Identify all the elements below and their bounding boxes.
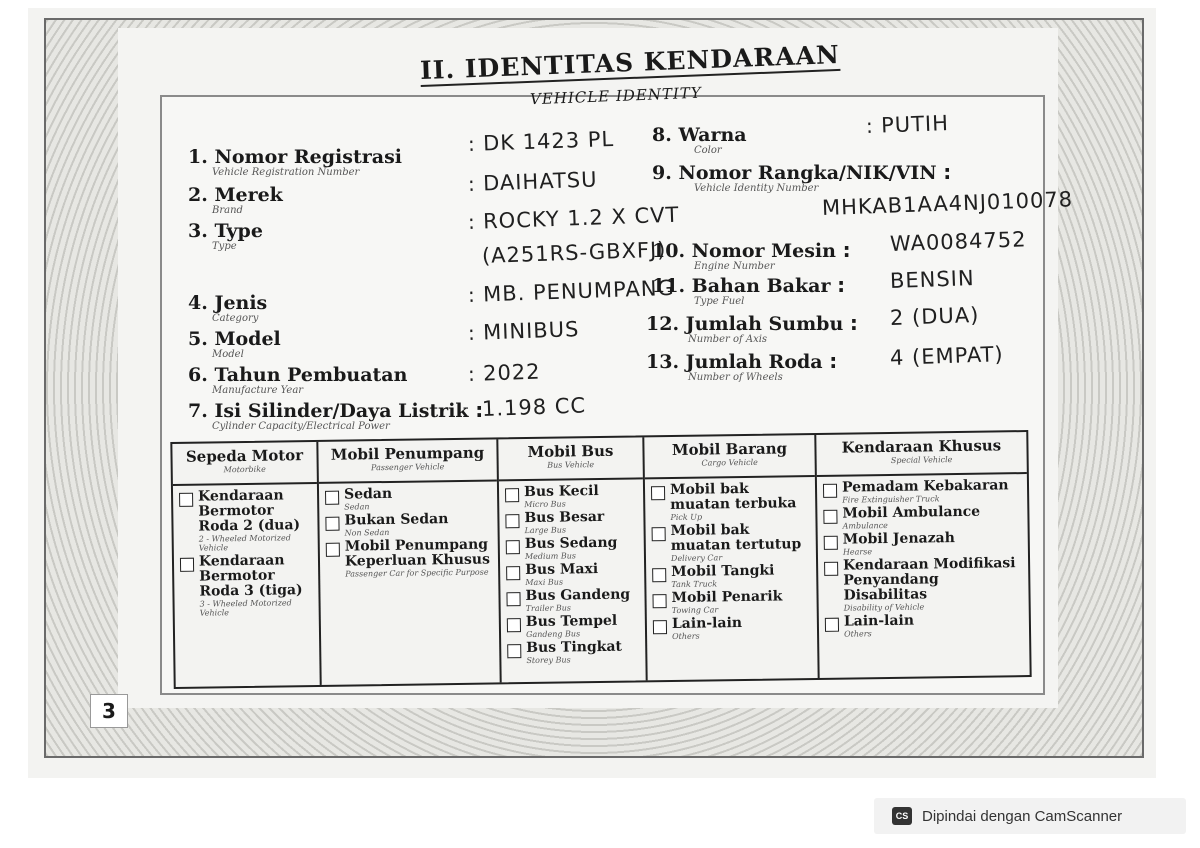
category-option[interactable]: Lain-lain Others	[653, 615, 811, 641]
field-manufacture-year: 6. Tahun Pembuatan Manufacture Year	[188, 364, 408, 396]
field-registration-number: 1. Nomor Registrasi Vehicle Registration Number	[188, 146, 402, 178]
field-cylinder-capacity: 7. Isi Silinder/Daya Listrik : Cylinder Capacity/Electrical Power	[188, 398, 484, 432]
checkbox[interactable]	[506, 592, 520, 606]
category-option[interactable]: Pemadam Kebakaran Fire Extinguisher Truck	[823, 478, 1021, 505]
checkbox[interactable]	[179, 493, 193, 507]
checkbox[interactable]	[824, 562, 838, 576]
category-option[interactable]: Mobil Ambulance Ambulance	[823, 504, 1021, 531]
checkbox[interactable]	[326, 543, 340, 557]
category-option[interactable]: Mobil Penarik Towing Car	[652, 589, 810, 615]
value-brand: : DAIHATSU	[467, 167, 598, 196]
field-brand: 2. Merek Brand	[188, 184, 283, 216]
value-number-of-wheels: 4 (EMPAT)	[889, 342, 1005, 370]
checkbox[interactable]	[825, 618, 839, 632]
value-cylinder-capacity: 1.198 CC	[481, 393, 587, 421]
category-option[interactable]: Mobil bak muatan tertutup Delivery Car	[652, 522, 811, 563]
checkbox[interactable]	[506, 540, 520, 554]
category-option[interactable]: Bus Tempel Gandeng Bus	[507, 613, 639, 639]
category-option[interactable]: Lain-lain Others	[825, 612, 1023, 639]
category-option[interactable]: Bus Tingkat Storey Bus	[507, 639, 639, 665]
category-option[interactable]: Bus Kecil Micro Bus	[505, 483, 637, 509]
checkbox[interactable]	[653, 620, 667, 634]
category-option[interactable]: Bus Maxi Maxi Bus	[506, 561, 638, 587]
category-option[interactable]: Mobil Tangki Tank Truck	[652, 563, 810, 589]
category-option[interactable]: Mobil bak muatan terbuka Pick Up	[651, 481, 810, 522]
category-option[interactable]: Mobil Penumpang Keperluan Khusus Passenger Car for Specific Purpose	[326, 538, 493, 579]
page-number: 3	[90, 694, 128, 728]
checkbox[interactable]	[652, 568, 666, 582]
field-number-of-wheels: 13. Jumlah Roda : Number of Wheels	[646, 349, 838, 383]
value-registration-number: : DK 1423 PL	[467, 126, 615, 156]
field-engine-number: 10. Nomor Mesin : Engine Number	[652, 238, 851, 272]
checkbox[interactable]	[325, 517, 339, 531]
value-type: : ROCKY 1.2 X CVT	[467, 202, 680, 234]
checkbox[interactable]	[325, 491, 339, 505]
category-special-vehicle: Kendaraan Khusus Special Vehicle Pemadam Kebakaran Fire Extinguisher Truck Mobil Ambulance Ambulance Mobil Jenazah Hearse Kendaraan Modifikasi Penyandang Disabilitas Disability of Vehicle Lain-lain Others	[816, 432, 1029, 678]
checkbox[interactable]	[180, 558, 194, 572]
category-option[interactable]: Kendaraan Bermotor Roda 3 (tiga) 3 - Wheeled Motorized Vehicle	[180, 553, 313, 618]
field-category: 4. Jenis Category	[188, 292, 268, 324]
category-option[interactable]: Sedan Sedan	[325, 486, 491, 512]
checkbox[interactable]	[823, 484, 837, 498]
category-option[interactable]: Bukan Sedan Non Sedan	[325, 512, 491, 538]
value-category: : MB. PENUMPANG	[467, 275, 676, 307]
value-fuel-type: BENSIN	[889, 266, 975, 293]
value-model: : MINIBUS	[467, 317, 580, 345]
category-bus-vehicle: Mobil Bus Bus Vehicle Bus Kecil Micro Bus Bus Besar Large Bus Bus Sedang Medium Bus Bus Maxi Maxi Bus Bus Gandeng Trailer Bus Bus Tempel Gandeng Bus Bus Tingkat Storey Bus	[498, 437, 647, 682]
category-option[interactable]: Mobil Jenazah Hearse	[824, 530, 1022, 557]
category-motorbike: Sepeda Motor Motorbike Kendaraan Bermotor Roda 2 (dua) 2 - Wheeled Motorized Vehicle Kendaraan Bermotor Roda 3 (tiga) 3 - Wheeled Motorized Vehicle	[172, 442, 321, 687]
camscanner-logo-icon: CS	[892, 807, 912, 825]
category-option[interactable]: Bus Gandeng Trailer Bus	[506, 587, 638, 613]
field-fuel-type: 11. Bahan Bakar : Type Fuel	[652, 273, 846, 307]
checkbox[interactable]	[507, 644, 521, 658]
checkbox[interactable]	[652, 594, 666, 608]
checkbox[interactable]	[507, 618, 521, 632]
checkbox[interactable]	[823, 510, 837, 524]
value-type-code: (A251RS-GBXFJ)	[481, 237, 667, 268]
category-option[interactable]: Bus Sedang Medium Bus	[506, 535, 638, 561]
vehicle-category-table	[170, 430, 1031, 689]
category-cargo-vehicle: Mobil Barang Cargo Vehicle Mobil bak muatan terbuka Pick Up Mobil bak muatan tertutup Delivery Car Mobil Tangki Tank Truck Mobil Penarik Towing Car Lain-lain Others	[644, 435, 819, 680]
value-engine-number: WA0084752	[889, 227, 1027, 256]
camscanner-text: Dipindai dengan CamScanner	[922, 807, 1123, 825]
checkbox[interactable]	[505, 488, 519, 502]
field-number-of-axis: 12. Jumlah Sumbu : Number of Axis	[646, 311, 858, 345]
category-option[interactable]: Kendaraan Bermotor Roda 2 (dua) 2 - Wheeled Motorized Vehicle	[179, 488, 312, 553]
checkbox[interactable]	[651, 486, 665, 500]
checkbox[interactable]	[505, 514, 519, 528]
value-color: : PUTIH	[865, 111, 950, 138]
checkbox[interactable]	[652, 527, 666, 541]
category-option[interactable]: Kendaraan Modifikasi Penyandang Disabilitas Disability of Vehicle	[824, 556, 1023, 613]
checkbox[interactable]	[506, 566, 520, 580]
checkbox[interactable]	[824, 536, 838, 550]
value-number-of-axis: 2 (DUA)	[889, 302, 980, 330]
section-subtitle: VEHICLE IDENTITY	[529, 83, 703, 109]
value-vin: MHKAB1AA4NJ010078	[821, 187, 1074, 220]
field-color: 8. Warna Color	[652, 124, 747, 156]
field-model: 5. Model Model	[188, 328, 281, 360]
field-vin: 9. Nomor Rangka/NIK/VIN : Vehicle Identity Number	[652, 160, 952, 194]
field-type: 3. Type Type	[188, 220, 263, 252]
value-manufacture-year: : 2022	[467, 359, 541, 386]
camscanner-watermark	[874, 798, 1186, 834]
section-title: II. IDENTITAS KENDARAAN	[419, 39, 841, 86]
category-option[interactable]: Bus Besar Large Bus	[505, 509, 637, 535]
category-passenger-vehicle: Mobil Penumpang Passenger Vehicle Sedan Sedan Bukan Sedan Non Sedan Mobil Penumpang Keperluan Khusus Passenger Car for Specific Purpose	[318, 439, 501, 684]
